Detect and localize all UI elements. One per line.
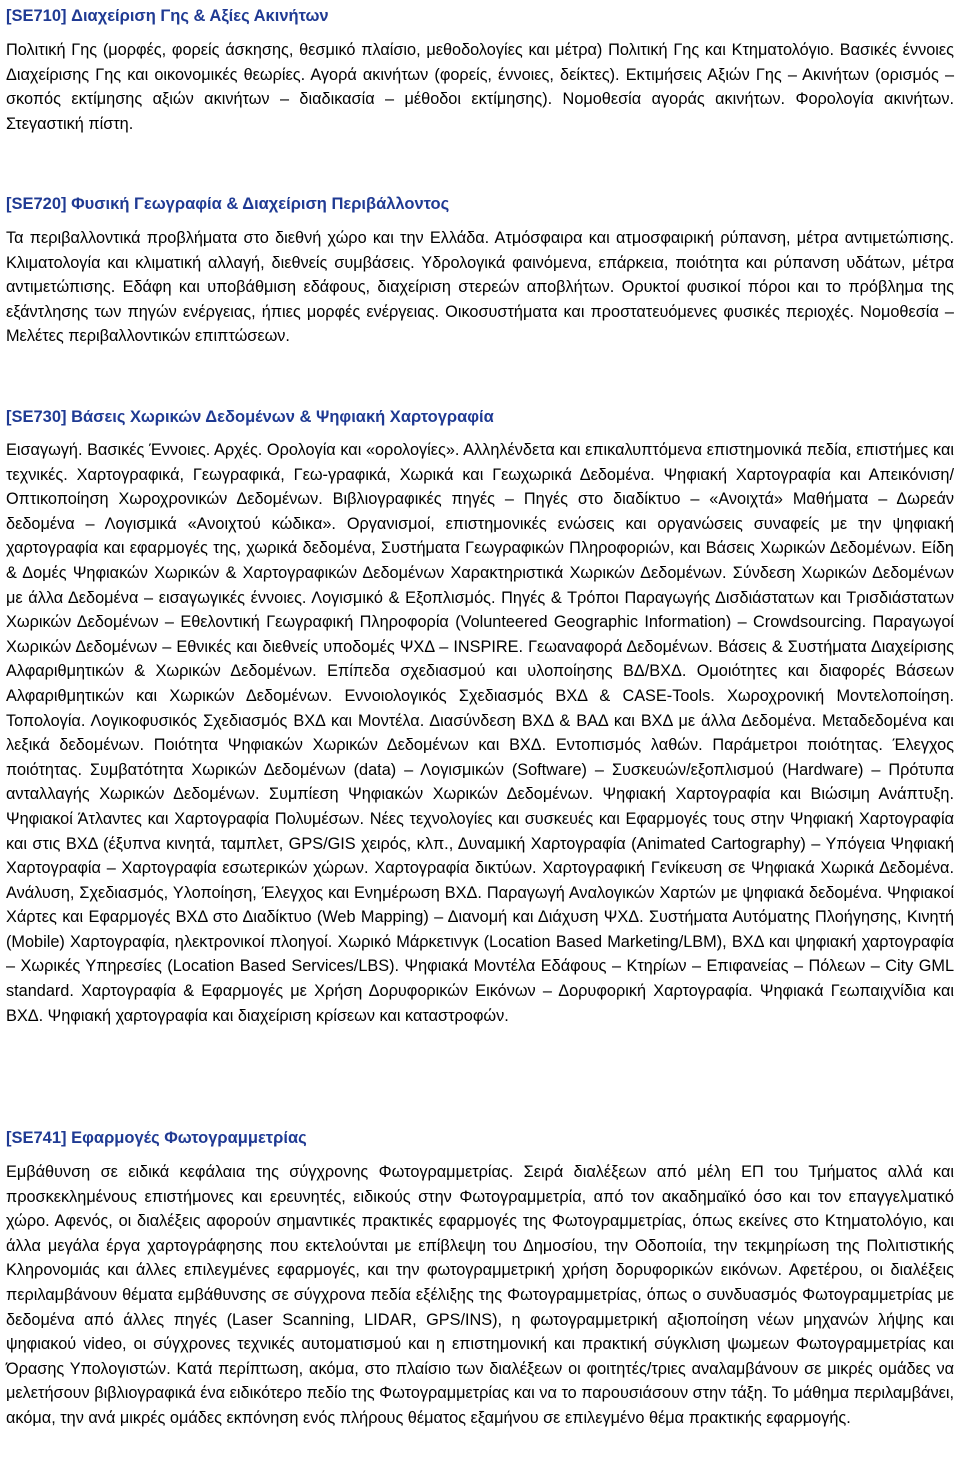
section-title: [SE730] Βάσεις Χωρικών Δεδομένων & Ψηφιακή Χαρτογραφία (6, 408, 494, 426)
section-body: Εισαγωγή. Βασικές Έννοιες. Αρχές. Ορολογία και «ορολογίες». Αλληλένδετα και επικαλυπτόμενα επιστημονικά πεδία, επιστήμες και τεχνικές. Χαρτογραφικά, Γεωγραφικά, Γεω-γραφικά, Χωρικά και Γεωχωρικά Δεδομένα. Ψηφιακή Χαρτογραφία και Απεικόνιση/Οπτικοποίηση Χωροχρονικών Δεδομένων. Βιβλιογραφικές πηγές – Πηγές στο διαδίκτυο – «Ανοιχτά» Μαθήματα – Δωρεάν δεδομένα – Λογισμικά «Ανοιχτού κώδικα». Οργανισμοί, επιστημονικές ενώσεις και οργανώσεις συναφείς με την ψηφιακή χαρτογραφία και εφαρμογές της, χωρικά δεδομένα, Συστήματα Γεωγραφικών Πληροφοριών, και Βάσεις Χωρικών Δεδομένων. Είδη & Δομές Ψηφιακών Χωρικών & Χαρτογραφικών Δεδομένων Χαρακτηριστικά Χωρικών Δεδομένων. Σύνδεση Χωρικών Δεδομένων με άλλα Δεδομένα – εισαγωγικές έννοιες. Λογισμικό & Εξοπλισμός. Πηγές & Τρόποι Παραγωγής Δισδιάστατων και Τρισδιάστατων Χωρικών Δεδομένων – Εθελοντική Γεωγραφική Πληροφορία (Volunteered Geographic Information) – Crowdsourcing. Παραγωγοί Χωρικών Δεδομένων – Εθνικές και διεθνείς υποδομές ΨΧΔ – INSPIRE. Γεωαναφορά Δεδομένων. Βάσεις & Συστήματα Διαχείρισης Αλφαριθμητικών & Χωρικών Δεδομένων. Επίπεδα σχεδιασμού και υλοποίησης ΒΔ/ΒΧΔ. Ομοιότητες και διαφορές Βάσεων Αλφαριθμητικών και Χωρικών Δεδομένων. Εννοιολογικός Σχεδιασμός ΒΧΔ & CASE-Tools. Χωροχρονική Μοντελοποίηση. Τοπολογία. Λογικοφυσικός Σχεδιασμός ΒΧΔ και Μοντέλα. Διασύνδεση ΒΧΔ & ΒΑΔ και ΒΧΔ με άλλα Δεδομένα. Μεταδεδομένα και λεξικά δεδομένων. Ποιότητα Ψηφιακών Χωρικών Δεδομένων και ΒΧΔ. Εντοπισμός λαθών. Παράμετροι ποιότητας. Έλεγχος ποιότητας. Συμβατότητα Χωρικών Δεδομένων (data) – Λογισμικών (Software) – Συσκευών/εξοπλισμού (Hardware) – Πρότυπα ανταλλαγής Χωρικών Δεδομένων. Συμπίεση Ψηφιακών Χωρικών Δεδομένων. Ψηφιακή Χαρτογραφία και Βιώσιμη Ανάπτυξη. Ψηφιακοί Άτλαντες και Χαρτογραφία Πολυμέσων. Νέες τεχνολογίες και συσκευές και Εφαρμογές τους στην Ψηφιακή Χαρτογραφία και στις ΒΧΔ (έξυπνα κινητά, ταμπλετ, GPS/GIS χειρός, κλπ., Δυναμική Χαρτογραφία (Animated Cartography) – Υπόγεια Ψηφιακή Χαρτογραφία – Χαρτογραφία εσωτερικών χώρων. Χαρτογραφία δικτύων. Χαρτογραφική Γενίκευση σε Ψηφιακά Χωρικά Δεδομένα. Ανάλυση, Σχεδιασμός, Υλοποίηση, Έλεγχος και Ενημέρωση ΒΧΔ. Παραγωγή Αναλογικών Χαρτών με ψηφιακά δεδομένα. Ψηφιακοί Χάρτες και Εφαρμογές ΒΧΔ στο Διαδίκτυο (Web Mapping) – Διανομή και Διάχυση ΨΧΔ. Συστήματα Αυτόματης Πλοήγησης, Κινητή (Mobile) Χαρτογραφία, ηλεκτρονικοί πλοηγοί. Χωρικό Μάρκετινγκ (Location Based Marketing/LBM), ΒΧΔ και ψηφιακή χαρτογραφία – Χωρικές Υπηρεσίες (Location Based Services/LBS). Ψηφιακά Μοντέλα Εδάφους – Κτηρίων – Επιφανείας – Πόλεων – City GML standard. Χαρτογραφία & Εφαρμογές με Χρήση Δορυφορικών Εικόνων – Δορυφορική Χαρτογραφία. Ψηφιακά Γεωπαιχνίδια και ΒΧΔ. Ψηφιακή χαρτογραφία και διαχείριση κρίσεων και καταστροφών. (6, 441, 954, 1025)
section-title: [SE720] Φυσική Γεωγραφία & Διαχείριση Περιβάλλοντος (6, 195, 450, 213)
section-body: Πολιτική Γης (μορφές, φορείς άσκησης, θεσμικό πλαίσιο, μεθοδολογίες και μέτρα) Πολιτική Γης και Κτηματολόγιο. Βασικές έννοιες Διαχείρισης Γης και οικονομικές θεωρίες. Αγορά ακινήτων (φορείς, έννοιες, δείκτες). Εκτιμήσεις Αξιών Γης – Ακινήτων (ορισμός – σκοπός εκτίμησης αξιών ακινήτων – διαδικασία – μέθοδοι εκτίμησης). Νομοθεσία αγοράς ακινήτων. Φορολογία ακινήτων. Στεγαστική πίστη. (6, 41, 954, 133)
section-body: Εμβάθυνση σε ειδικά κεφάλαια της σύγχρονης Φωτογραμμετρίας. Σειρά διαλέξεων από μέλη ΕΠ του Τμήματος αλλά και προσκεκλημένους επιστήμονες και ερευνητές, ειδικούς στην Φωτογραμμετρία, από τον ακαδημαϊκό όσο και τον επαγγελματικό χώρο. Αφενός, οι διαλέξεις αφορούν σημαντικές πρακτικές εφαρμογές της Φωτογραμμετρίας, όπως εκείνες στο Κτηματολόγιο, και άλλα μεγάλα έργα χαρτογράφησης που εκτελούνται με επίβλεψη του Δημοσίου, την Οδοποιία, την τεκμηρίωση της Πολιτιστικής Κληρονομιάς και άλλες επιλεγμένες εφαρμογές, και την φωτογραμμετρική χρήση δορυφορικών εικόνων. Αφετέρου, οι διαλέξεις περιλαμβάνουν θέματα εμβάθυνσης σε σύγχρονα πεδία εξέλιξης της Φωτογραμμετρίας, όπως ο συνδυασμός Φωτογραμμετρίας με δεδομένα από άλλες πηγές (Laser Scanning, LIDAR, GPS/INS), η φωτογραμμετρική αξιοποίηση νέων μηχανών λήψης και ψηφιακού video, οι σύγχρονες τεχνικές αυτοματισμού και η επιστημονική και πρακτική σύγκλιση ψωμεων Φωτογραμμετρίας και Όρασης Υπολογιστών. Κατά περίπτωση, ακόμα, στο πλαίσιο των διαλέξεων οι φοιτητές/τριες αναλαμβάνουν σε μικρές ομάδες να μελετήσουν βιβλιογραφικά ένα ειδικότερο πεδίο της Φωτογραμμετρίας και να το παρουσιάσουν στην τάξη. Το μάθημα περιλαμβάνει, ακόμα, την ανά μικρές ομάδες εκπόνηση ενός πλήρους θέματος εξαμήνου σε επιλεγμένο θέμα πρακτικής εφαρμογής. (6, 1163, 954, 1427)
section-body: Τα περιβαλλοντικά προβλήματα στο διεθνή χώρο και την Ελλάδα. Ατμόσφαιρα και ατμοσφαιρική ρύπανση, μέτρα αντιμετώπισης. Κλιματολογία και κλιματική αλλαγή, διεθνείς συμβάσεις. Υδρολογικά φαινόμενα, επάρκεια, ποιότητα και ρύπανση υδάτων, μέτρα αντιμετώπισης. Εδάφη και υποβάθμιση εδάφους, διαχείριση στερεών αποβλήτων. Ορυκτοί φυσικοί πόροι και το πρόβλημα της εξάντλησης των πηγών ενέργειας, ήπιες μορφές ενέργειας. Οικοσυστήματα και προστατευόμενες φυσικές περιοχές. Νομοθεσία – Μελέτες περιβαλλοντικών επιπτώσεων. (6, 229, 954, 346)
section-title: [SE741] Εφαρμογές Φωτογραμμετρίας (6, 1129, 307, 1147)
section-title: [SE710] Διαχείριση Γης & Αξίες Ακινήτων (6, 7, 329, 25)
